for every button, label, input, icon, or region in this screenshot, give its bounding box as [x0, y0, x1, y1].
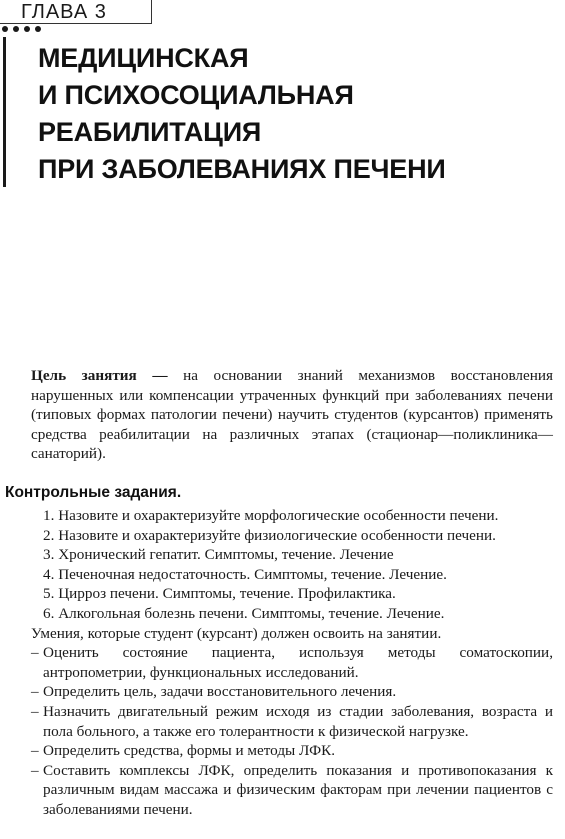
chapter-header	[0, 0, 565, 24]
dot	[2, 26, 8, 32]
decorative-dots	[2, 26, 41, 32]
task-item: 3. Хронический гепатит. Симптомы, течение. Лечение	[43, 546, 394, 564]
tasks-heading: Контрольные задания.	[5, 484, 182, 501]
skill-text: Определить средства, формы и методы ЛФК.	[43, 742, 336, 760]
task-item: 4. Печеночная недостаточность. Симптомы, течение. Лечение.	[43, 565, 447, 583]
chapter-label: ГЛАВА 3	[21, 1, 107, 23]
task-item: 1. Назовите и охарактеризуйте морфологические особенности печени.	[43, 507, 499, 524]
dash-mark: –	[31, 683, 39, 701]
skill-item	[31, 741, 553, 761]
title-line: РЕАБИЛИТАЦИЯ	[38, 117, 262, 147]
dot	[13, 26, 19, 32]
skill-item	[31, 702, 553, 741]
task-item: 6. Алкогольная болезнь печени. Симптомы, течение. Лечение.	[43, 604, 445, 622]
dot	[24, 26, 30, 32]
tasks-list	[31, 506, 553, 820]
skill-item	[31, 643, 553, 682]
dash-mark: –	[31, 742, 39, 760]
skill-item	[31, 682, 553, 702]
skills-intro: Умения, которые студент (курсант) должен освоить на занятии.	[31, 624, 442, 642]
title-line: ПРИ ЗАБОЛЕВАНИЯХ ПЕЧЕНИ	[38, 154, 446, 184]
dash-mark: –	[31, 702, 39, 720]
lesson-goal	[31, 366, 553, 464]
title-line: И ПСИХОСОЦИАЛЬНАЯ	[38, 80, 354, 110]
dash-mark: –	[31, 644, 39, 662]
task-item: 2. Назовите и охарактеризуйте физиологические особенности печени.	[43, 526, 496, 544]
chapter-title	[38, 40, 538, 188]
title-line: МЕДИЦИНСКАЯ	[38, 43, 249, 73]
task-item: 5. Цирроз печени. Симптомы, течение. Профилактика.	[43, 585, 396, 603]
goal-lead: Цель занятия —	[31, 367, 168, 384]
skill-text: Назначить двигательный режим исходя из стадии заболевания, возраста и пола больного, а также его толерантности к физической нагрузке.	[43, 702, 553, 740]
skill-text: Составить комплексы ЛФК, определить показания и противопоказания к различным видам массажа и физическим факторам при лечении пациентов с заболеваниями печени.	[43, 761, 553, 818]
vertical-rule	[3, 37, 6, 187]
dot	[35, 26, 41, 32]
dash-mark: –	[31, 761, 39, 779]
skill-item	[31, 761, 553, 820]
skill-text: Определить цель, задачи восстановительного лечения.	[43, 683, 397, 701]
goal-text: на основании знаний механизмов восстановления нарушенных или компенсации утраченных функций при заболеваниях печени (типовых формах патологии печени) научить студентов (курсантов) применять средства реабилитации на различных этапах (стационар—поликлиника—санаторий).	[31, 367, 553, 463]
skill-text: Оценить состояние пациента, используя методы соматоскопии, антропометрии, функциональных исследований.	[43, 644, 553, 681]
